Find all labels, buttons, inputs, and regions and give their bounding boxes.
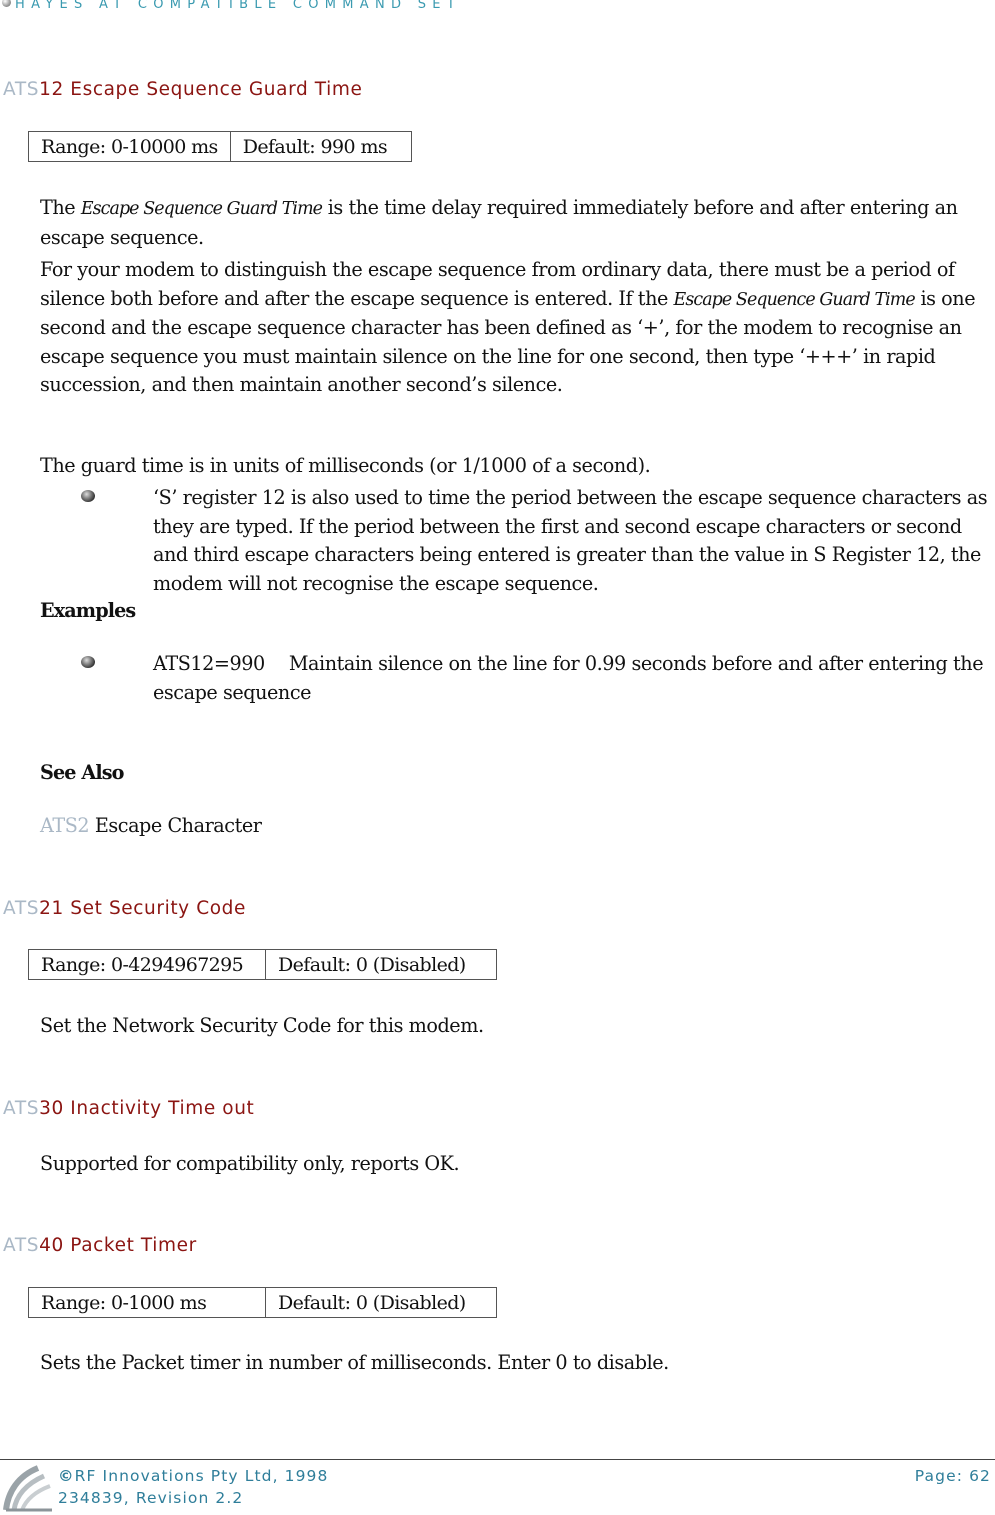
footer-divider xyxy=(0,1459,995,1460)
company-logo xyxy=(2,1462,56,1514)
see-also-heading: See Also xyxy=(40,761,124,784)
bullet-icon xyxy=(81,490,95,502)
default-cell: Default: 0 (Disabled) xyxy=(266,1288,497,1318)
range-cell: Range: 0-1000 ms xyxy=(29,1288,266,1318)
paragraph-security-code: Set the Network Security Code for this modem. xyxy=(40,1014,484,1037)
running-header xyxy=(2,0,461,12)
paragraph-packet-timer: Sets the Packet timer in number of milliseconds. Enter 0 to disable. xyxy=(40,1351,669,1374)
footer-page-number: Page: 62 xyxy=(914,1467,991,1485)
footer-copyright: ©RF Innovations Pty Ltd, 1998 xyxy=(58,1467,329,1485)
copyright-icon: © xyxy=(58,1467,75,1485)
examples-heading: Examples xyxy=(40,599,136,622)
see-also-link[interactable]: ATS2 Escape Character xyxy=(40,814,262,837)
section-heading-s12: ATS12 Escape Sequence Guard Time xyxy=(3,79,363,100)
paragraph-guard-time-detail: For your modem to distinguish the escape sequence from ordinary data, there must be a period of silence both before and after the escape sequence is entered. If the Escape Sequence Guard Time is one second and the escape sequence character has been defined as ‘+’, for the modem to recognise an escape sequence you must maintain silence on the line for one second, then type ‘+++’ in rapid succession, and then maintain another second’s silence. xyxy=(40,258,976,396)
range-cell: Range: 0-10000 ms xyxy=(29,132,231,162)
default-cell: Default: 0 (Disabled) xyxy=(266,950,497,980)
example-command: ATS12=990 xyxy=(153,652,265,675)
section-heading-s21: ATS21 Set Security Code xyxy=(3,898,246,919)
section-heading-s40: ATS40 Packet Timer xyxy=(3,1235,197,1256)
paragraph-guard-time-def: The Escape Sequence Guard Time is the time delay required immediately before and after entering an escape sequence. xyxy=(40,196,958,249)
range-table-s40 xyxy=(28,1287,497,1318)
bullet-icon xyxy=(81,656,95,668)
note-text: ‘S’ register 12 is also used to time the period between the escape sequence characters as they are typed. If the period between the first and second escape characters or second and third escape characters being entered is greater than the value in S Register 12, the modem will not recognise the escape sequence. xyxy=(153,486,988,595)
example-item xyxy=(153,650,993,707)
range-table-s12 xyxy=(28,131,412,162)
paragraph-units: The guard time is in units of milliseconds (or 1/1000 of a second). xyxy=(40,454,651,477)
paragraph-inactivity: Supported for compatibility only, reports OK. xyxy=(40,1152,460,1175)
range-table-s21 xyxy=(28,949,497,980)
footer-doc-revision: 234839, Revision 2.2 xyxy=(58,1489,244,1507)
example-description: Maintain silence on the line for 0.99 seconds before and after entering the escape sequence xyxy=(153,652,984,704)
bullet-icon xyxy=(2,0,11,7)
running-title: HAYES AT COMPATIBLE COMMAND SET xyxy=(15,0,462,12)
section-heading-s30: ATS30 Inactivity Time out xyxy=(3,1098,255,1119)
default-cell: Default: 990 ms xyxy=(230,132,411,162)
range-cell: Range: 0-4294967295 xyxy=(29,950,266,980)
